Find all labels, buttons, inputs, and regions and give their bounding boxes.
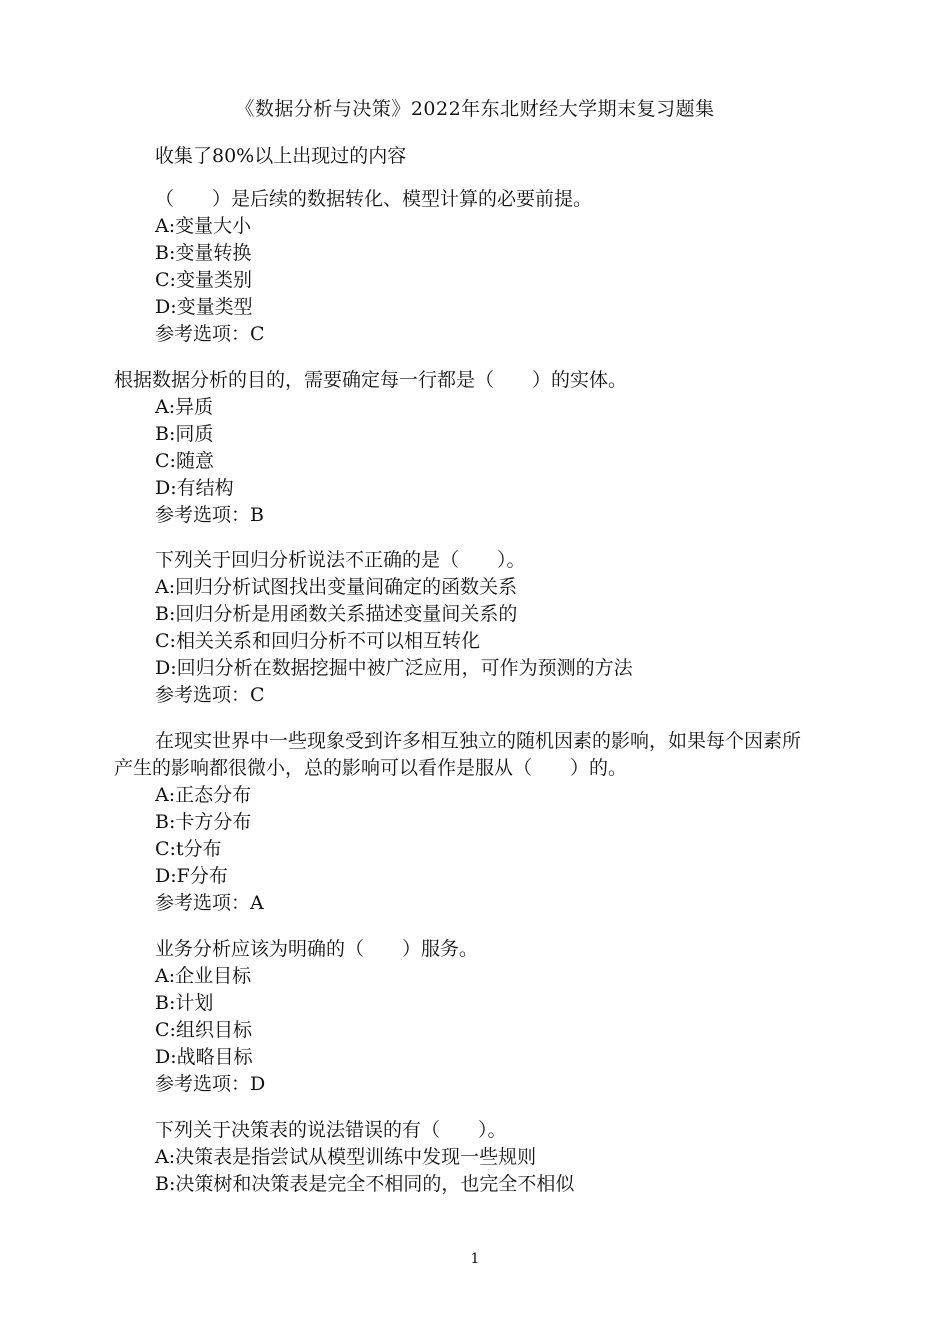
option-d: D:战略目标 <box>155 1046 253 1068</box>
reference-answer: 参考选项：A <box>155 892 264 914</box>
option-d: D:变量类型 <box>155 296 253 318</box>
intro-text: 收集了80%以上出现过的内容 <box>155 145 407 167</box>
option-b: B:卡方分布 <box>155 811 252 833</box>
option-d: D:F分布 <box>155 865 228 887</box>
option-b: B:回归分析是用函数关系描述变量间关系的 <box>155 603 518 625</box>
option-b: B:同质 <box>155 423 214 445</box>
reference-answer: 参考选项：D <box>155 1073 266 1095</box>
question-block <box>114 936 834 1098</box>
question-block <box>114 367 834 529</box>
option-b: B:计划 <box>155 992 214 1014</box>
option-c: C:随意 <box>155 450 214 472</box>
option-a: A:异质 <box>155 396 214 418</box>
option-a: A:正态分布 <box>155 784 252 806</box>
question-block <box>114 1117 834 1198</box>
option-c: C:相关关系和回归分析不可以相互转化 <box>155 630 480 652</box>
option-a: A:回归分析试图找出变量间确定的函数关系 <box>155 576 518 598</box>
page-number: 1 <box>470 1251 480 1267</box>
question-stem: 根据数据分析的目的，需要确定每一行都是（ ）的实体。 <box>114 369 628 391</box>
question-stem: （ ）是后续的数据转化、模型计算的必要前提。 <box>155 188 593 210</box>
document-title: 《数据分析与决策》2022年东北财经大学期末复习题集 <box>235 98 715 120</box>
question-block <box>114 728 834 917</box>
option-d: D:有结构 <box>155 477 234 499</box>
option-a: A:企业目标 <box>155 965 252 987</box>
option-c: C:组织目标 <box>155 1019 252 1041</box>
question-stem: 业务分析应该为明确的（ ）服务。 <box>155 938 479 960</box>
reference-answer: 参考选项：B <box>155 504 264 526</box>
reference-answer: 参考选项：C <box>155 684 265 706</box>
reference-answer: 参考选项：C <box>155 323 265 345</box>
question-stem: 下列关于决策表的说法错误的有（ ）。 <box>155 1119 507 1141</box>
question-block <box>114 186 834 348</box>
option-d: D:回归分析在数据挖掘中被广泛应用，可作为预测的方法 <box>155 657 633 679</box>
option-b: B:决策树和决策表是完全不相同的，也完全不相似 <box>155 1173 575 1195</box>
option-c: C:变量类别 <box>155 269 252 291</box>
option-c: C:t分布 <box>155 838 222 860</box>
option-b: B:变量转换 <box>155 242 252 264</box>
question-block <box>114 547 834 709</box>
question-stem: 下列关于回归分析说法不正确的是（ ）。 <box>155 549 526 571</box>
question-stem: 在现实世界中一些现象受到许多相互独立的随机因素的影响，如果每个因素所产生的影响都很微小，总的影响可以看作是服从（ ）的。 <box>114 730 802 779</box>
option-a: A:变量大小 <box>155 215 252 237</box>
option-a: A:决策表是指尝试从模型训练中发现一些规则 <box>155 1146 537 1168</box>
